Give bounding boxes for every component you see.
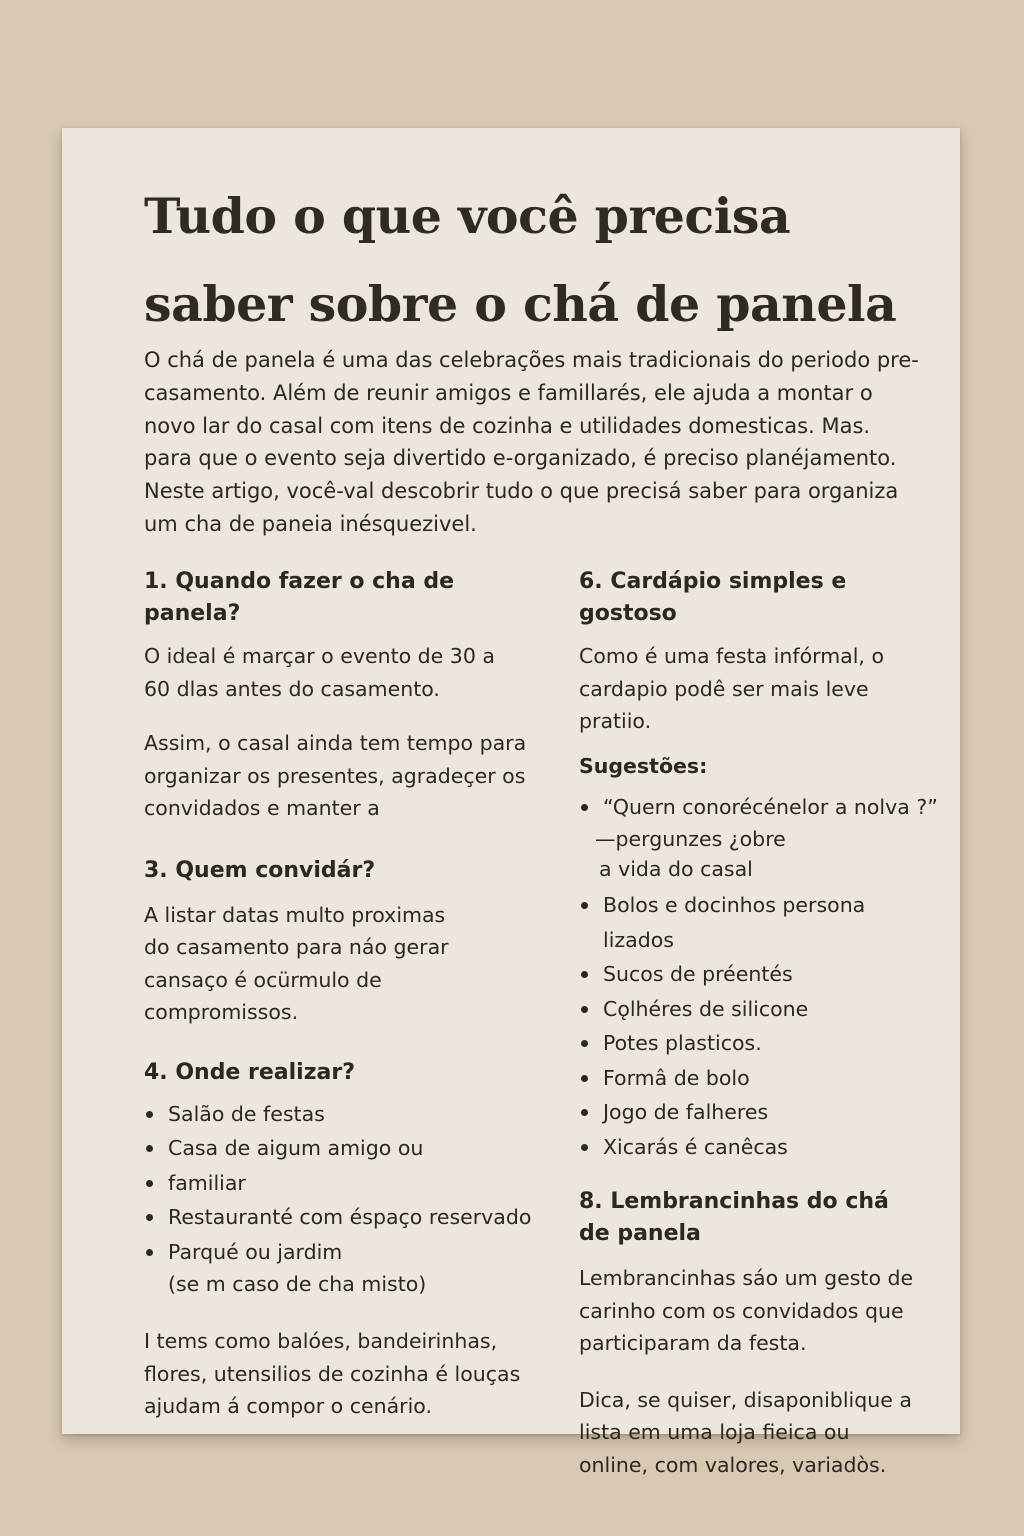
article-card (62, 128, 960, 1477)
suggestions-label: Sugestões: (579, 753, 708, 778)
section-4-closing: I tems como balóes, bandeirinhas, flores, utensilios de cozinha é louças ajudam á compor o cenário. (144, 1329, 521, 1418)
suggestions-list (579, 790, 939, 1165)
list-item: Xicarás é canêcas (579, 1130, 939, 1165)
list-item: Jogo de falheres (579, 1095, 939, 1130)
section-8-text: Lembrancinhas sáo um gesto de carinho com os convidados que participaram da festa. (579, 1266, 914, 1355)
list-item: Parqué ou jardim (se m caso de cha misto) (144, 1235, 554, 1300)
list-item: familiar (144, 1166, 554, 1201)
bullet-icon (146, 1111, 153, 1118)
venue-list (144, 1097, 554, 1300)
list-item: Bolos e docinhos persona lizados (579, 888, 939, 957)
list-item: Formâ de bolo (579, 1061, 939, 1096)
bullet-icon (146, 1180, 153, 1187)
section-8-heading: 8. Lembrancinhas do chá de panela (579, 1189, 889, 1246)
list-item: Sucos de préentés (579, 957, 939, 992)
section-1-heading: 1. Quando fazer o cha de panela? (144, 569, 455, 626)
list-item: “Quern conorécénelor a nolva ?” —pergunzes ¿obre a vida do casal (579, 790, 939, 885)
bullet-icon (581, 1006, 588, 1013)
section-6-heading: 6. Cardápio simples e gostoso (579, 569, 847, 626)
section-1-text-2: Assim, o casal ainda tem tempo para organizar os presentes, agradeçer os convidados e manter a (144, 731, 527, 820)
list-item: Restauranté com éspaço reservado (144, 1200, 554, 1235)
intro-paragraph: O chá de panela é uma das celebrações mais tradicionais do periodo pre-casamento. Além de reunir amigos e famillarés, ele ajuda a montar o novo lar do casal com itens de cozinha e utilidades domesticas. Mas. para que o evento seja divertido e-organizado, é preciso planéjamento. Neste artigo, você-val descobrir tudo o que precisá saber para organiza um cha de paneia inésquezivel. (144, 348, 919, 536)
section-8-tip: Dica, se quiser, disaponiblique a lista em uma loja fieica ou online, com valores, variadòs. (579, 1387, 912, 1477)
bullet-icon (581, 971, 588, 978)
bullet-icon (581, 804, 588, 811)
list-item-sub: a vida do casal (599, 857, 753, 881)
list-item-sub: —pergunzes ¿obre (595, 827, 786, 851)
section-1-text: O ideal é marçar o evento de 30 a 60 dlas antes do casamento. (144, 644, 495, 701)
section-6-text: Como é uma festa infórmal, o cardapio podê ser mais leve pratiio. (579, 644, 884, 733)
bullet-icon (146, 1214, 153, 1221)
list-item: Cǫlhéres de silicone (579, 992, 939, 1027)
left-column (144, 566, 554, 1423)
bullet-icon (581, 1144, 588, 1151)
bullet-icon (146, 1249, 153, 1256)
bullet-icon (581, 1040, 588, 1047)
section-3-text: A listar datas multo proximas do casamento para náo gerar cansaço é ocürmulo de compromissos. (144, 902, 449, 1024)
list-item-note: (se m caso de cha misto) (168, 1272, 427, 1296)
article-title: Tudo o que você precisa saber sobre o chá de panela (144, 187, 897, 333)
right-column (579, 566, 939, 1481)
section-3-heading: 3. Quem convidár? (144, 857, 376, 883)
bullet-icon (146, 1145, 153, 1152)
bullet-icon (581, 902, 588, 909)
bullet-icon (581, 1075, 588, 1082)
list-item: Casa de aigum amigo ou (144, 1131, 554, 1166)
section-4-heading: 4. Onde realizar? (144, 1059, 355, 1085)
bullet-icon (581, 1109, 588, 1116)
list-item: Potes plasticos. (579, 1026, 939, 1061)
list-item: Salão de festas (144, 1097, 554, 1132)
